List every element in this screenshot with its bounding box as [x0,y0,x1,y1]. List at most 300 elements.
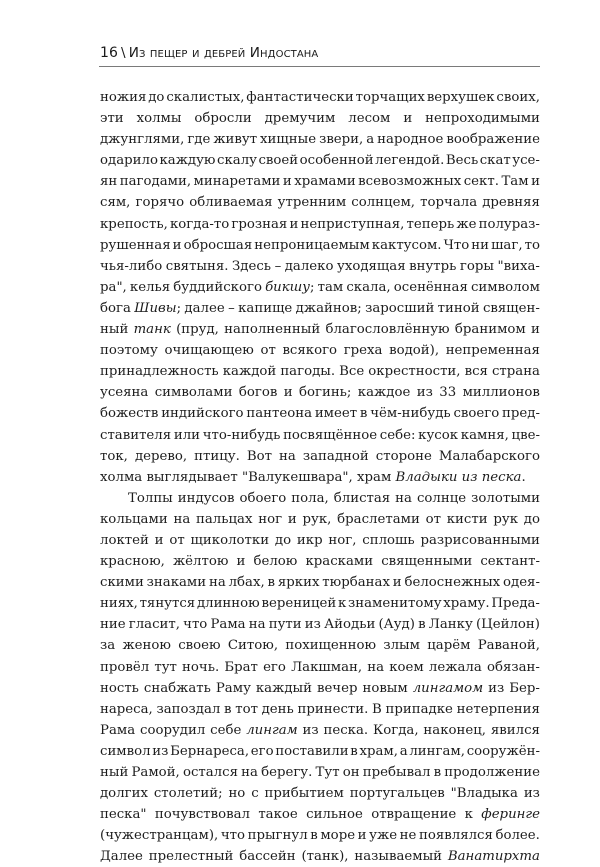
word: явился [490,722,540,738]
word: лингам [246,722,298,738]
word: скими [100,575,144,591]
word: запоздал [156,701,221,717]
word: келья [129,279,171,295]
word: и [392,575,402,591]
running-header [100,45,318,61]
word: имеет [314,406,358,422]
word: на [208,575,226,591]
word: и [531,174,540,190]
word: называемый [354,849,443,865]
text-line [100,762,540,783]
word: ный [100,322,129,338]
text-line [100,403,540,424]
text-line [100,192,540,213]
word: народное [377,132,444,148]
word: длинною [196,596,260,612]
word: крепость, [100,216,168,232]
word: принадлежность [100,364,219,380]
word: ян [100,174,118,190]
word: джунглями, [100,132,185,148]
page-number: 16 [100,45,119,61]
word: – [228,300,235,316]
word: блистая [333,490,391,506]
word: царём [427,638,471,654]
text-line [100,340,540,361]
word: горы [459,258,494,274]
word: ток, [100,448,128,464]
word: лежала [428,659,482,675]
word: древняя [482,195,540,211]
word: от [169,532,185,548]
word: легендой. [375,153,445,169]
word: продолжение [444,765,540,780]
word: Ситою, [227,638,279,654]
word: греха [343,343,383,359]
word: наконец, [423,722,487,738]
word: его [263,659,286,675]
word: появлялся [419,828,493,844]
word: в [359,406,368,422]
word: символ [100,743,151,759]
word: своих, [496,90,540,105]
word: стороне [375,448,432,464]
word: ножия [100,90,147,105]
word: Там [501,174,529,190]
word: теперь [406,216,455,232]
word: бассейн [239,849,296,865]
word: обливаемая [189,195,273,211]
word: Рама [210,617,246,633]
word: знаменитому [348,596,442,612]
word: на [173,511,191,527]
word: Шивы; [134,300,182,316]
word: пола, [291,490,329,506]
word: жёлтою [172,554,229,570]
word: эти [100,111,124,127]
word: внутрь [409,258,457,274]
word: 33 [439,385,457,401]
word: ферингe [481,807,540,823]
word: храм, [359,743,398,759]
word: миллионов [462,385,540,401]
word: Раму [215,680,251,696]
word: поставили [275,743,349,759]
word: лесом [348,111,391,127]
word: звери, [319,132,364,148]
book-title: Из пещер и дебрей Индостана [128,45,319,61]
text-line [100,551,540,572]
word: храму. [443,596,490,612]
word: "виха- [497,258,540,274]
word: и [403,111,413,127]
word: такое [258,807,298,823]
word: благословлённую [325,322,450,338]
word: – [274,258,282,274]
word: каждое [357,385,411,401]
word: сям, [100,195,131,211]
word: своей [258,153,299,169]
word: до [148,90,165,105]
word: на [395,490,412,506]
text-line [100,425,540,446]
word: тот [235,701,258,717]
text-line [100,488,540,509]
word: божеств [100,406,159,422]
word: Бернареса, [170,743,250,759]
word: дремучим [264,111,336,127]
word: торчащих [355,90,425,105]
text-line [100,150,540,171]
word: на [241,765,258,780]
word: а [399,743,408,759]
word: Ланку [428,617,473,633]
word: Толпы [128,490,173,506]
text-line [100,699,540,720]
word: принести. [297,701,369,717]
word: гласит, [128,617,180,633]
word: Рамой, [131,765,180,780]
word: пребывал [362,765,431,780]
word: но [228,786,246,802]
word: в [418,617,426,633]
text-line [100,657,540,678]
word: пантеона [246,406,313,422]
word: рушенная [100,237,171,253]
word: ярких [277,575,320,591]
word: столетий; [153,786,223,802]
word: женою [122,638,171,654]
text-line [100,720,540,741]
word: ниях, [100,596,138,612]
word: воображение [446,132,540,148]
word: и [282,174,292,190]
word: с [251,786,259,802]
word: за [100,638,116,654]
word: красною, [100,554,165,570]
word: или [173,427,201,443]
word: буддийского [173,279,262,295]
word: белоснежных [404,575,501,591]
word: наполненный [224,322,321,338]
word: непроходимыми [425,111,540,127]
word: Бер- [509,680,540,696]
word: богов [238,385,278,401]
word: Тут [315,765,340,780]
text-run: холма выглядывает "Валукешвара", храм [100,469,396,485]
word: утренним [277,195,347,211]
word: он [342,765,360,780]
word: долгих [100,786,148,802]
word: непременная [445,343,540,359]
word: танк [133,322,171,338]
word: пути [268,617,302,633]
text-line [100,235,540,256]
word: окрестности, [368,364,461,380]
word: западной [302,448,369,464]
word: новым [362,680,408,696]
word: прибытием [264,786,344,802]
word: и [289,216,299,232]
word: ние [100,617,126,633]
word: песка" [100,807,147,823]
word: (танк), [301,849,349,865]
word: тут [154,659,177,675]
word: далее [184,300,225,316]
word: каждый [255,680,312,696]
word: белою [253,554,298,570]
word: что [183,617,208,633]
word: рук [493,511,519,527]
word: из [523,786,540,802]
word: себе [210,722,242,738]
word: шаг, [491,237,523,253]
word: себе: [379,427,416,443]
word: ный [100,765,129,780]
word: (пруд, [176,322,219,338]
word: особенной [299,153,374,169]
text-line [100,446,540,467]
word: и [357,828,367,844]
word: камня, [460,427,509,443]
word: Раваной, [477,638,540,654]
word: из [302,722,319,738]
word: символами [154,385,233,401]
word: храмами [294,174,356,190]
word: ночь. [182,659,220,675]
word: прыгнул [247,828,308,844]
word: бранимом [454,322,526,338]
word: в [350,743,358,759]
word: Брат [224,659,258,675]
word: и [236,554,246,570]
word: чья-либо [100,258,163,274]
word: солнце [416,490,467,506]
word: лбах, [228,575,265,591]
word: тиной [437,300,480,316]
word: поэтому [100,343,158,359]
word: сплошь [362,532,415,548]
word: минаретами [193,174,281,190]
word: из [152,743,169,759]
word: ра", [100,279,127,295]
word: провёл [100,659,150,675]
word: капище [238,300,293,316]
word: дерево, [134,448,188,464]
word: и [154,532,164,548]
word: коем [389,659,424,675]
word: локтей [100,532,149,548]
word: скалистых, [166,90,245,105]
word: неприступная, [300,216,405,232]
word: обросли [194,111,252,127]
word: прелестный [148,849,234,865]
word: а [366,132,375,148]
word: торчала [420,195,478,211]
text-line [100,572,540,593]
word: тянутся [139,596,196,612]
word: к [464,807,473,823]
word: где [187,132,211,148]
text-line [100,319,540,340]
word: хищные [260,132,317,148]
text-line [100,298,540,319]
word: и [172,237,182,253]
word: своего [453,406,500,422]
word: что-нибудь [202,427,281,443]
word: от [260,343,276,359]
word: фантастически [246,90,354,105]
word: разрисованными [420,532,540,548]
word: солнцем, [351,195,416,211]
word: скалу [217,153,257,169]
word: Весь [445,153,479,169]
text-line [100,214,540,235]
word: посвящённое [283,427,378,443]
word: ног [258,511,283,527]
word: сооружён- [466,743,540,759]
italic-term: Владыки из песка [395,469,522,485]
text-line [100,87,540,108]
word: припадке [385,701,453,717]
word: икр [296,532,323,548]
word: холмы [136,111,182,127]
word: лингамом [412,680,484,696]
word: горячо [135,195,185,211]
word: богинь; [298,385,352,401]
word: ставителя [100,427,172,443]
word: обросшая [183,237,253,253]
word: водой), [389,343,440,359]
word: пред- [502,406,540,422]
text-line [100,635,540,656]
word: день [261,701,294,717]
word: скала, [346,279,391,295]
word: (чужестранцам), [100,828,219,844]
word: рук, [302,511,332,527]
word: уже [369,828,398,844]
word: Все [339,364,365,380]
word: Далее [100,849,143,865]
word: похищенною [285,638,377,654]
word: вся [464,364,488,380]
word: обоего [239,490,287,506]
word: остался [182,765,238,780]
word: святыня. [165,258,229,274]
word: (Ауд) [378,617,415,633]
word: цве- [511,427,540,443]
word: осенённая [393,279,468,295]
word: нетерпения [456,701,540,717]
word: птицу. [194,448,240,464]
word: Малабарского [438,448,540,464]
word: сильное [306,807,363,823]
word: море [320,828,356,844]
word: индусов [177,490,235,506]
word: что [220,828,245,844]
word: вечер [316,680,358,696]
word: тюрбанах [322,575,390,591]
word: обязан- [486,659,540,675]
word: из [304,617,321,633]
word: и [283,385,293,401]
word: лингам, [409,743,465,759]
word: пагоды. [280,364,336,380]
word: далеко [284,258,334,274]
word: всякого [282,343,338,359]
word: ность [100,680,139,696]
word: не [399,828,417,844]
text-line [100,530,540,551]
word: золотыми [471,490,540,506]
word: Рама [100,722,136,738]
word: в [267,575,276,591]
word: до [523,511,540,527]
word: более. [495,828,540,844]
word: кисти [446,511,488,527]
text-line [100,129,540,150]
word: непроницаемым [254,237,370,253]
word: щиколотки [190,532,270,548]
word: индийского [161,406,244,422]
word: браслетами [337,511,420,527]
text-line [100,825,540,846]
word: в [310,828,318,844]
word: своею [178,638,221,654]
text-line [100,509,540,530]
word: соорудил [140,722,206,738]
word: от [425,511,441,527]
word: до [274,532,292,548]
text-run: . [521,469,526,485]
text-line [100,277,540,298]
word: почувствовал [154,807,250,823]
word: Лакшман, [291,659,363,675]
word: заросший [365,300,435,316]
word: то [524,237,540,253]
word: на [279,448,296,464]
word: же [456,216,477,232]
word: Что [443,237,470,253]
word: пальцах [196,511,253,527]
word: Ванатирхта [447,849,540,865]
word: Преда- [491,596,540,612]
word: знаками [146,575,207,591]
word: ног, [328,532,357,548]
word: в [433,765,442,780]
word: священ- [482,300,540,316]
header-rule [99,66,540,67]
word: Вот [246,448,272,464]
word: злым [383,638,420,654]
word: кольцами [100,511,168,527]
header-separator: \ [121,45,126,61]
word: нареса, [100,701,153,717]
text-line [100,804,540,825]
word: уходящая [337,258,406,274]
word: всевозможных [358,174,462,190]
word: и [287,511,297,527]
word: скат [479,153,511,169]
text-line [100,256,540,277]
word: на [367,659,385,675]
word: там [317,279,344,295]
word: его [250,743,274,759]
word: полураз- [478,216,540,232]
word: в [224,701,232,717]
word: бикшу; [265,279,315,295]
text-line [100,171,540,192]
word: берегу. [261,765,313,780]
